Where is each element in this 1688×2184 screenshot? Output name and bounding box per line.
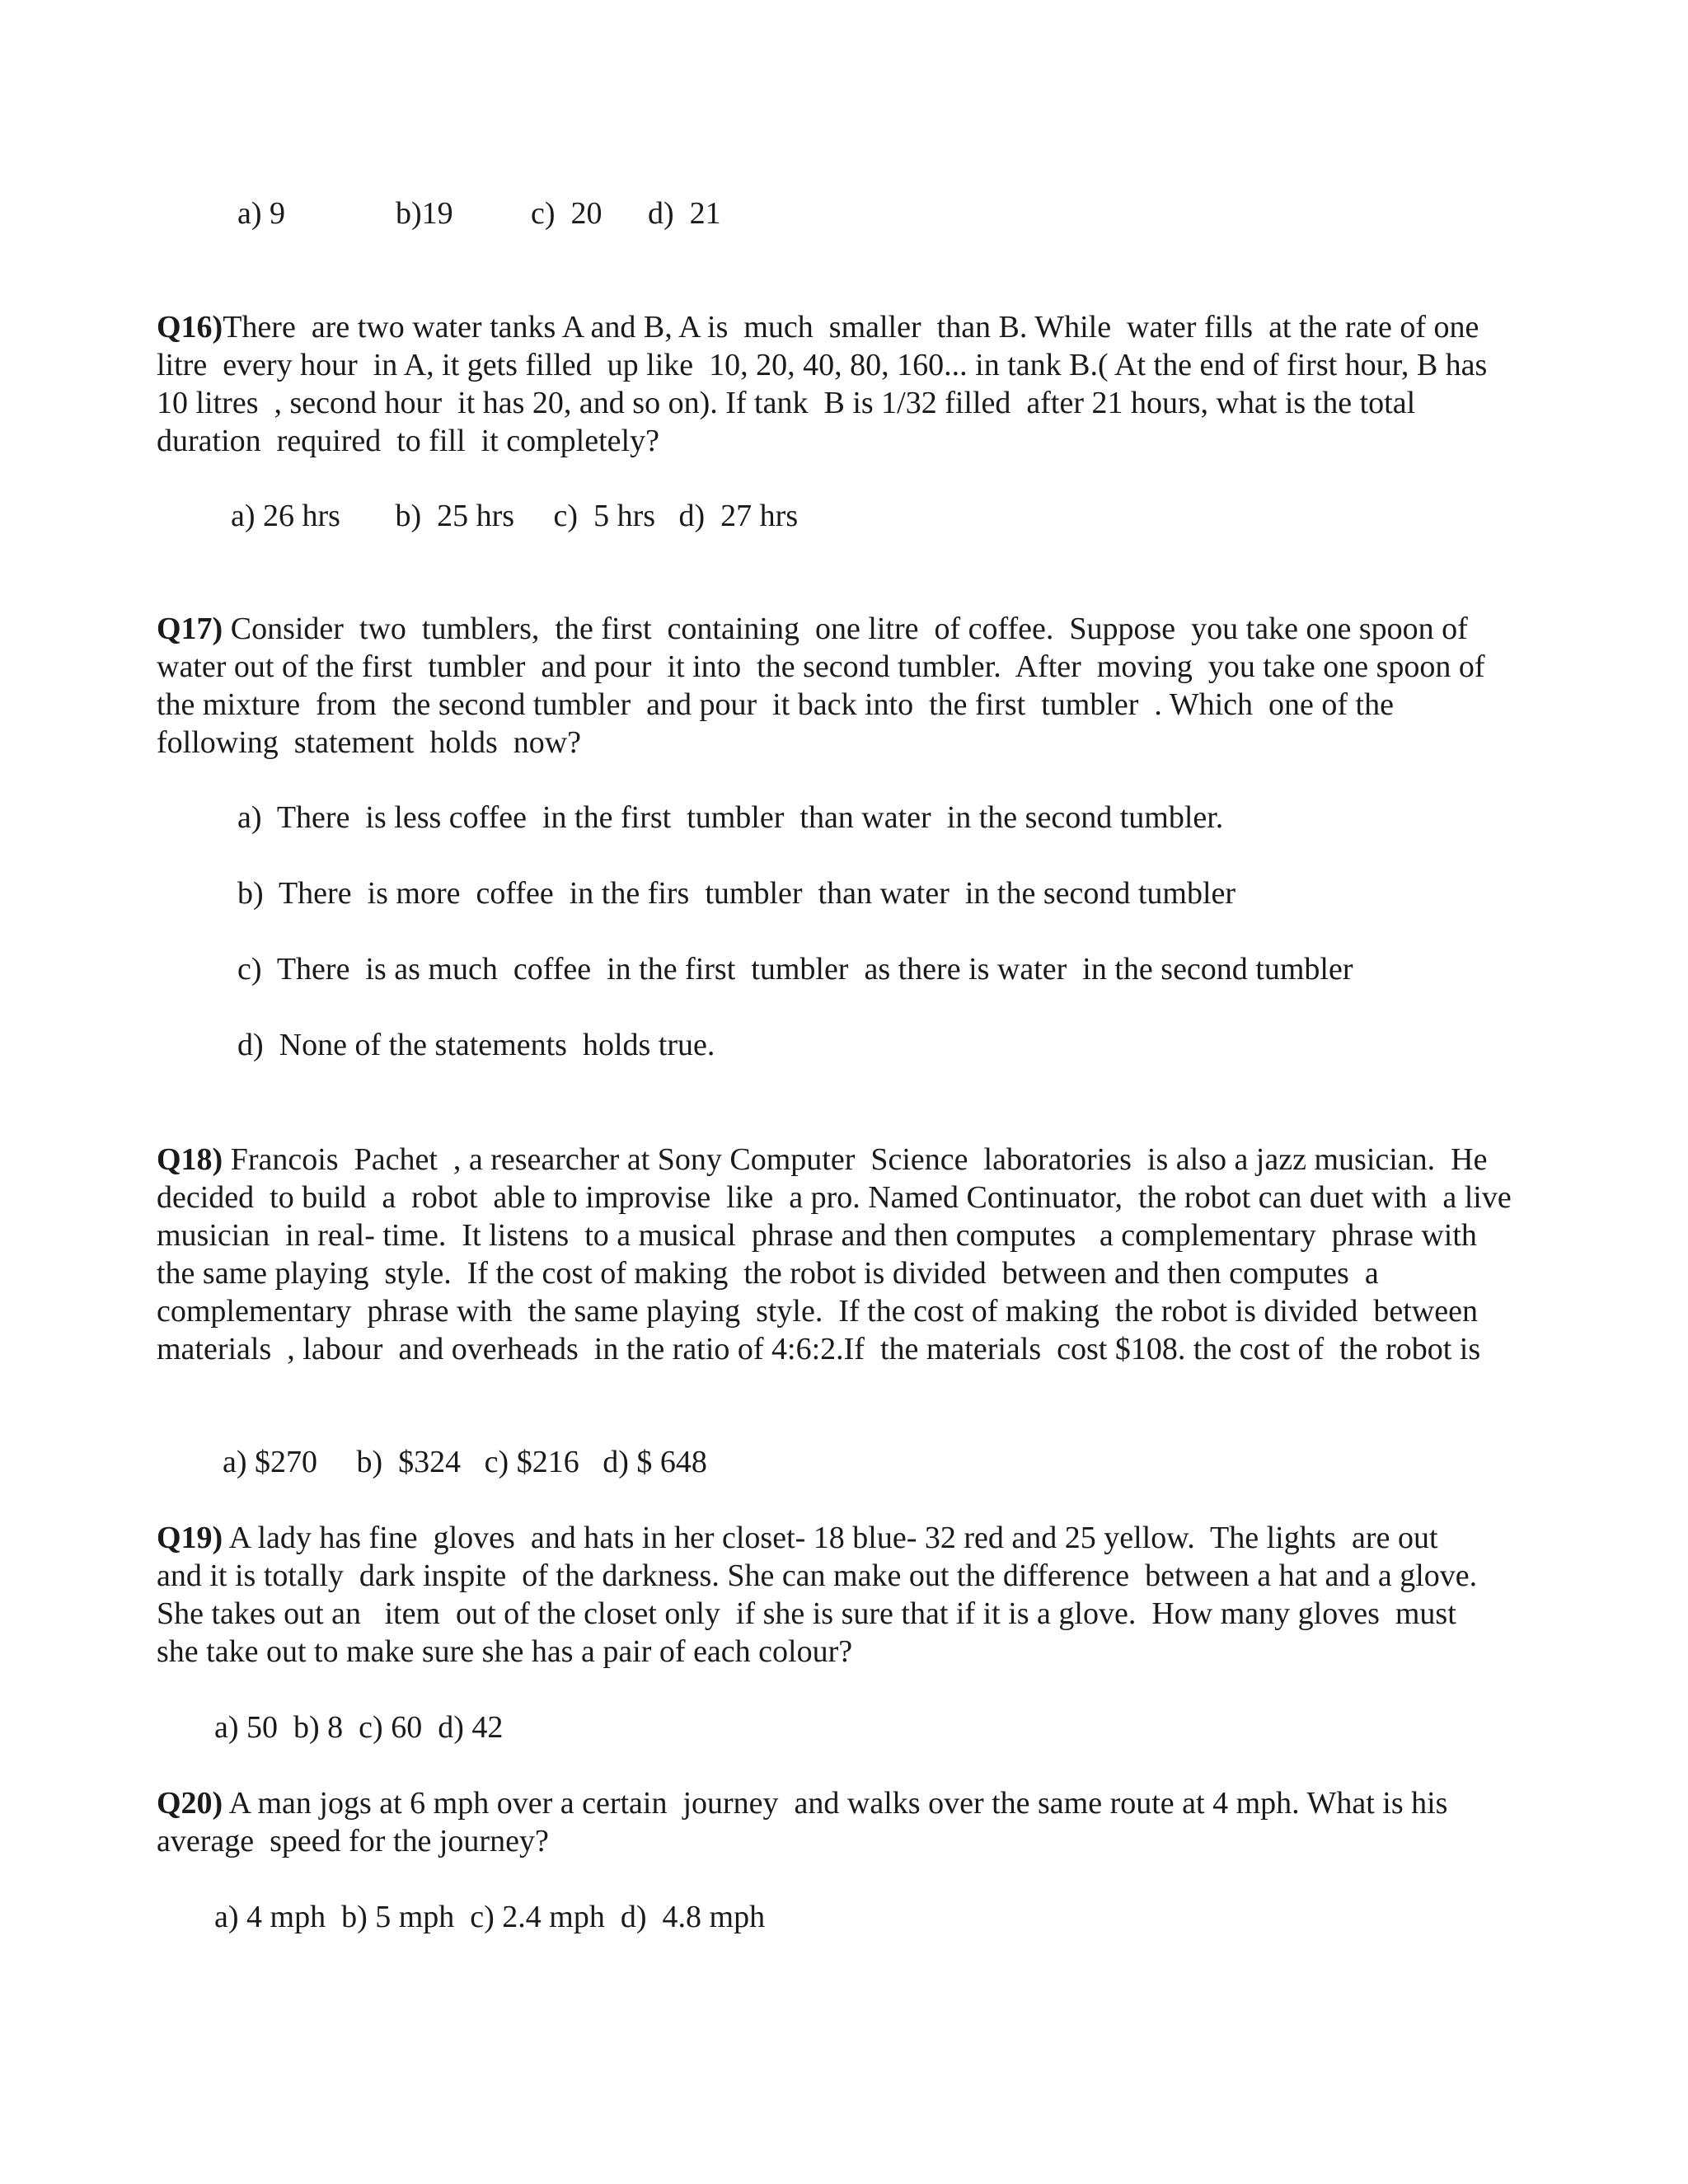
q17-option-a: a) There is less coffee in the first tumbler than water in the second tumbler. [237, 800, 1224, 835]
question-text-line: and it is totally dark inspite of the darkness. She can make out the difference between a hat and a glove. [157, 1558, 1478, 1593]
q17-option-b: b) There is more coffee in the firs tumbler than water in the second tumbler [237, 876, 1236, 911]
q17-option-c: c) There is as much coffee in the first tumbler as there is water in the second tumbler [237, 952, 1353, 987]
question-19 [157, 1519, 1525, 1671]
question-text-line: materials , labour and overheads in the ratio of 4:6:2.If the materials cost $108. the cost of the robot is [157, 1332, 1481, 1366]
question-number: Q16) [157, 310, 223, 344]
option-a: a) 9 [237, 196, 286, 231]
question-text-line: She takes out an item out of the closet only if she is sure that if it is a glove. How many gloves must [157, 1596, 1456, 1631]
question-text-line: Francois Pachet , a researcher at Sony Computer Science laboratories is also a jazz musician. He [223, 1142, 1488, 1177]
question-20 [157, 1784, 1525, 1860]
question-17 [157, 610, 1525, 762]
question-number: Q20) [157, 1786, 223, 1821]
question-text-line: she take out to make sure she has a pair of each colour? [157, 1634, 853, 1669]
question-text-line: A lady has fine gloves and hats in her closet- 18 blue- 32 red and 25 yellow. The lights are out [223, 1521, 1438, 1555]
option-d: d) 21 [648, 196, 721, 231]
option-b: b)19 [396, 196, 453, 231]
question-16 [157, 308, 1525, 460]
question-number: Q17) [157, 612, 223, 646]
question-text-line: water out of the first tumbler and pour it into the second tumbler. After moving you take one spoon of [157, 649, 1485, 684]
question-text-line: average speed for the journey? [157, 1824, 549, 1858]
option-c: c) 20 [531, 196, 603, 231]
question-text-line: the mixture from the second tumbler and pour it back into the first tumbler . Which one of the [157, 687, 1394, 722]
question-text-line: musician in real- time. It listens to a musical phrase and then computes a complementary phrase with [157, 1218, 1477, 1253]
question-text-line: decided to build a robot able to improvise like a pro. Named Continuator, the robot can duet with a live [157, 1180, 1512, 1215]
q19-options: a) 50 b) 8 c) 60 d) 42 [214, 1710, 504, 1745]
question-18 [157, 1141, 1525, 1368]
question-text-line: There are two water tanks A and B, A is much smaller than B. While water fills at the rate of one [223, 310, 1479, 344]
q18-options: a) $270 b) $324 c) $216 d) $ 648 [223, 1445, 707, 1479]
question-text-line: Consider two tumblers, the first containing one litre of coffee. Suppose you take one spoon of [223, 612, 1468, 646]
question-text-line: following statement holds now? [157, 725, 582, 760]
question-text-line: duration required to fill it completely? [157, 424, 659, 458]
q17-option-d: d) None of the statements holds true. [237, 1028, 715, 1062]
question-text-line: A man jogs at 6 mph over a certain journey and walks over the same route at 4 mph. What is his [223, 1786, 1448, 1821]
question-number: Q19) [157, 1521, 223, 1555]
question-text-line: litre every hour in A, it gets filled up like 10, 20, 40, 80, 160... in tank B.( At the end of first hour, B has [157, 348, 1488, 382]
question-text-line: the same playing style. If the cost of making the robot is divided between and then computes a [157, 1256, 1379, 1291]
question-number: Q18) [157, 1142, 223, 1177]
q16-options: a) 26 hrs b) 25 hrs c) 5 hrs d) 27 hrs [231, 499, 799, 533]
question-text-line: 10 litres , second hour it has 20, and so on). If tank B is 1/32 filled after 21 hours, what is the total [157, 386, 1416, 420]
q20-options: a) 4 mph b) 5 mph c) 2.4 mph d) 4.8 mph [214, 1900, 766, 1934]
question-text-line: complementary phrase with the same playing style. If the cost of making the robot is divided between [157, 1294, 1478, 1329]
